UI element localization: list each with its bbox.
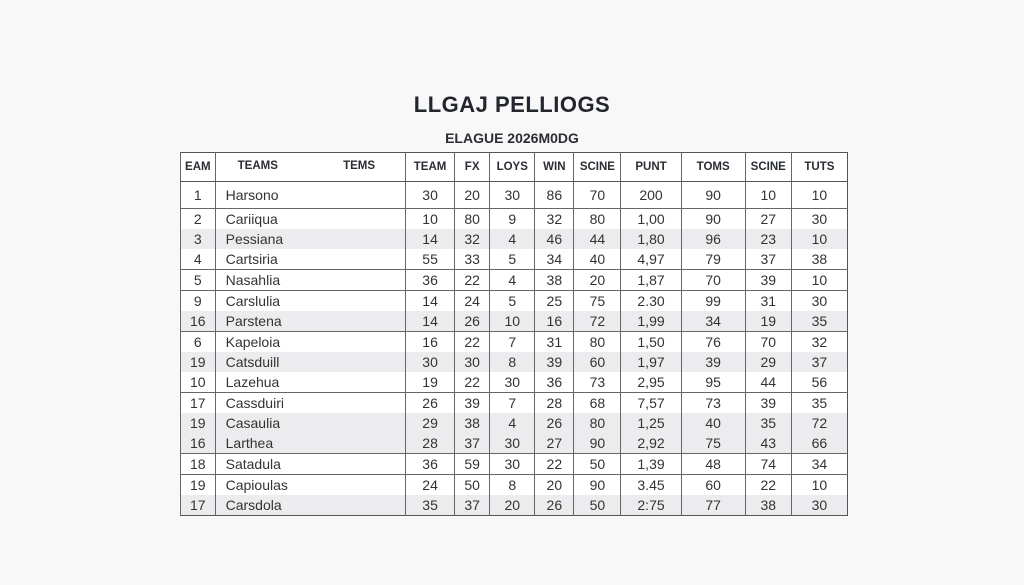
stat-cell: 38 — [535, 270, 574, 291]
stat-cell: 2:75 — [621, 495, 681, 516]
rank-cell: 9 — [181, 291, 216, 312]
table-row — [181, 182, 848, 209]
rank-cell: 4 — [181, 249, 216, 270]
rank-cell: 19 — [181, 475, 216, 496]
stat-cell: 40 — [681, 413, 745, 433]
stat-cell: 70 — [681, 270, 745, 291]
stat-cell: 1,50 — [621, 332, 681, 353]
stat-cell: 3.45 — [621, 475, 681, 496]
rank-cell: 16 — [181, 311, 216, 332]
stat-cell: 90 — [574, 475, 621, 496]
stat-cell: 22 — [455, 372, 490, 393]
stat-cell: 36 — [535, 372, 574, 393]
stat-cell: 44 — [745, 372, 791, 393]
stat-cell: 20 — [455, 182, 490, 209]
stat-cell: 28 — [535, 393, 574, 414]
stat-cell: 50 — [574, 495, 621, 516]
stat-cell: 22 — [745, 475, 791, 496]
stat-cell: 38 — [455, 413, 490, 433]
stat-cell: 4 — [490, 270, 535, 291]
team-name-cell: Pessiana — [215, 229, 405, 249]
stat-cell: 90 — [574, 433, 621, 454]
stat-cell: 22 — [455, 270, 490, 291]
stat-cell: 38 — [745, 495, 791, 516]
rank-cell: 10 — [181, 372, 216, 393]
stat-cell: 34 — [681, 311, 745, 332]
stat-cell: 1,99 — [621, 311, 681, 332]
header-cell: LOYS — [490, 153, 535, 182]
table-row — [181, 209, 848, 230]
stat-cell: 30 — [490, 372, 535, 393]
stat-cell: 70 — [745, 332, 791, 353]
stat-cell: 80 — [455, 209, 490, 230]
stat-cell: 79 — [681, 249, 745, 270]
stat-cell: 26 — [535, 495, 574, 516]
team-name-cell: Larthea — [215, 433, 405, 454]
header-cell: SCINE — [745, 153, 791, 182]
stat-cell: 95 — [681, 372, 745, 393]
team-name-cell: Cassduiri — [215, 393, 405, 414]
team-name-cell: Lazehua — [215, 372, 405, 393]
table-row — [181, 291, 848, 312]
stat-cell: 19 — [745, 311, 791, 332]
stat-cell: 1,39 — [621, 454, 681, 475]
rank-cell: 5 — [181, 270, 216, 291]
stat-cell: 32 — [455, 229, 490, 249]
stat-cell: 16 — [406, 332, 455, 353]
table-row — [181, 249, 848, 270]
table-row — [181, 270, 848, 291]
stat-cell: 55 — [406, 249, 455, 270]
stat-cell: 28 — [406, 433, 455, 454]
header-cell: WIN — [535, 153, 574, 182]
stat-cell: 80 — [574, 209, 621, 230]
stat-cell: 34 — [535, 249, 574, 270]
team-name-cell: Harsono — [215, 182, 405, 209]
stat-cell: 66 — [791, 433, 847, 454]
stat-cell: 77 — [681, 495, 745, 516]
stat-cell: 40 — [574, 249, 621, 270]
stat-cell: 29 — [406, 413, 455, 433]
stat-cell: 99 — [681, 291, 745, 312]
stat-cell: 37 — [455, 495, 490, 516]
stat-cell: 31 — [535, 332, 574, 353]
team-name-cell: Carslulia — [215, 291, 405, 312]
stat-cell: 8 — [490, 352, 535, 372]
stat-cell: 48 — [681, 454, 745, 475]
stat-cell: 90 — [681, 182, 745, 209]
stat-cell: 9 — [490, 209, 535, 230]
header-teams: TEAMS — [237, 160, 278, 172]
table-row — [181, 495, 848, 516]
stat-cell: 23 — [745, 229, 791, 249]
page-subtitle: ELAGUE 2026M0DG — [445, 130, 579, 146]
header-tems: TEMS — [343, 160, 376, 172]
stat-cell: 16 — [535, 311, 574, 332]
stat-cell: 46 — [535, 229, 574, 249]
stat-cell: 200 — [621, 182, 681, 209]
table-header-row — [181, 153, 848, 182]
table-row — [181, 433, 848, 454]
stat-cell: 35 — [791, 311, 847, 332]
stat-cell: 4 — [490, 413, 535, 433]
rank-cell: 2 — [181, 209, 216, 230]
stat-cell: 80 — [574, 413, 621, 433]
rank-cell: 18 — [181, 454, 216, 475]
stat-cell: 27 — [535, 433, 574, 454]
stat-cell: 75 — [681, 433, 745, 454]
stat-cell: 26 — [406, 393, 455, 414]
stat-cell: 2,92 — [621, 433, 681, 454]
stat-cell: 30 — [490, 454, 535, 475]
team-name-cell: Satadula — [215, 454, 405, 475]
table-row — [181, 229, 848, 249]
stat-cell: 31 — [745, 291, 791, 312]
stat-cell: 39 — [745, 270, 791, 291]
stat-cell: 34 — [791, 454, 847, 475]
stat-cell: 1,00 — [621, 209, 681, 230]
stat-cell: 22 — [535, 454, 574, 475]
stat-cell: 39 — [535, 352, 574, 372]
stat-cell: 7 — [490, 393, 535, 414]
stat-cell: 74 — [745, 454, 791, 475]
stat-cell: 73 — [681, 393, 745, 414]
table-row — [181, 311, 848, 332]
team-name-cell: Parstena — [215, 311, 405, 332]
stat-cell: 20 — [574, 270, 621, 291]
stat-cell: 5 — [490, 291, 535, 312]
stat-cell: 35 — [791, 393, 847, 414]
table-row — [181, 413, 848, 433]
stat-cell: 26 — [535, 413, 574, 433]
stat-cell: 38 — [791, 249, 847, 270]
stat-cell: 35 — [745, 413, 791, 433]
stat-cell: 39 — [681, 352, 745, 372]
stat-cell: 19 — [406, 372, 455, 393]
stat-cell: 20 — [490, 495, 535, 516]
stat-cell: 30 — [406, 182, 455, 209]
header-cell: EAM — [181, 153, 216, 182]
stat-cell: 68 — [574, 393, 621, 414]
stat-cell: 30 — [490, 433, 535, 454]
stat-cell: 30 — [791, 495, 847, 516]
stat-cell: 5 — [490, 249, 535, 270]
header-cell: TEAM — [406, 153, 455, 182]
header-cell — [215, 153, 405, 182]
table-row — [181, 332, 848, 353]
stat-cell: 10 — [791, 229, 847, 249]
stat-cell: 59 — [455, 454, 490, 475]
stat-cell: 20 — [535, 475, 574, 496]
stat-cell: 2,95 — [621, 372, 681, 393]
stat-cell: 32 — [791, 332, 847, 353]
stat-cell: 24 — [455, 291, 490, 312]
rank-cell: 19 — [181, 352, 216, 372]
stat-cell: 27 — [745, 209, 791, 230]
rank-cell: 1 — [181, 182, 216, 209]
stat-cell: 7,57 — [621, 393, 681, 414]
stat-cell: 43 — [745, 433, 791, 454]
stat-cell: 24 — [406, 475, 455, 496]
page-title: LLGAJ PELLIOGS — [413, 92, 611, 117]
stat-cell: 44 — [574, 229, 621, 249]
stat-cell: 73 — [574, 372, 621, 393]
stat-cell: 80 — [574, 332, 621, 353]
stat-cell: 35 — [406, 495, 455, 516]
stat-cell: 39 — [745, 393, 791, 414]
header-cell: SCINE — [574, 153, 621, 182]
stat-cell: 86 — [535, 182, 574, 209]
stat-cell: 14 — [406, 229, 455, 249]
table-row — [181, 475, 848, 496]
stat-cell: 10 — [745, 182, 791, 209]
rank-cell: 19 — [181, 413, 216, 433]
stat-cell: 33 — [455, 249, 490, 270]
stat-cell: 2.30 — [621, 291, 681, 312]
stat-cell: 1,97 — [621, 352, 681, 372]
stat-cell: 30 — [406, 352, 455, 372]
stat-cell: 14 — [406, 311, 455, 332]
stat-cell: 72 — [791, 413, 847, 433]
team-name-cell: Cartsiria — [215, 249, 405, 270]
team-name-cell: Cariiqua — [215, 209, 405, 230]
team-name-cell: Catsduill — [215, 352, 405, 372]
stat-cell: 25 — [535, 291, 574, 312]
header-cell: TUTS — [791, 153, 847, 182]
stat-cell: 10 — [791, 270, 847, 291]
stat-cell: 14 — [406, 291, 455, 312]
stat-cell: 1,87 — [621, 270, 681, 291]
stat-cell: 10 — [791, 475, 847, 496]
stat-cell: 4,97 — [621, 249, 681, 270]
stat-cell: 60 — [681, 475, 745, 496]
header-cell: PUNT — [621, 153, 681, 182]
team-name-cell: Nasahlia — [215, 270, 405, 291]
stat-cell: 90 — [681, 209, 745, 230]
stat-cell: 50 — [455, 475, 490, 496]
header-cell: FX — [455, 153, 490, 182]
table-row — [181, 454, 848, 475]
standings-table — [180, 152, 848, 516]
rank-cell: 6 — [181, 332, 216, 353]
stat-cell: 36 — [406, 270, 455, 291]
stat-cell: 4 — [490, 229, 535, 249]
rank-cell: 3 — [181, 229, 216, 249]
stat-cell: 7 — [490, 332, 535, 353]
stat-cell: 75 — [574, 291, 621, 312]
stat-cell: 50 — [574, 454, 621, 475]
stat-cell: 37 — [455, 433, 490, 454]
stat-cell: 32 — [535, 209, 574, 230]
rank-cell: 17 — [181, 495, 216, 516]
stat-cell: 8 — [490, 475, 535, 496]
stat-cell: 72 — [574, 311, 621, 332]
table-row — [181, 372, 848, 393]
stat-cell: 76 — [681, 332, 745, 353]
stat-cell: 29 — [745, 352, 791, 372]
table-row — [181, 352, 848, 372]
stat-cell: 96 — [681, 229, 745, 249]
team-name-cell: Capioulas — [215, 475, 405, 496]
stat-cell: 37 — [791, 352, 847, 372]
stat-cell: 30 — [791, 291, 847, 312]
stat-cell: 39 — [455, 393, 490, 414]
stat-cell: 22 — [455, 332, 490, 353]
stat-cell: 10 — [791, 182, 847, 209]
stat-cell: 1,80 — [621, 229, 681, 249]
rank-cell: 17 — [181, 393, 216, 414]
stat-cell: 30 — [455, 352, 490, 372]
team-name-cell: Kapeloia — [215, 332, 405, 353]
table-row — [181, 393, 848, 414]
header-cell: TOMS — [681, 153, 745, 182]
stat-cell: 70 — [574, 182, 621, 209]
stat-cell: 10 — [490, 311, 535, 332]
stat-cell: 37 — [745, 249, 791, 270]
stat-cell: 56 — [791, 372, 847, 393]
stat-cell: 30 — [791, 209, 847, 230]
stat-cell: 60 — [574, 352, 621, 372]
rank-cell: 16 — [181, 433, 216, 454]
stat-cell: 36 — [406, 454, 455, 475]
stat-cell: 10 — [406, 209, 455, 230]
stat-cell: 30 — [490, 182, 535, 209]
stat-cell: 1,25 — [621, 413, 681, 433]
team-name-cell: Casaulia — [215, 413, 405, 433]
team-name-cell: Carsdola — [215, 495, 405, 516]
stat-cell: 26 — [455, 311, 490, 332]
